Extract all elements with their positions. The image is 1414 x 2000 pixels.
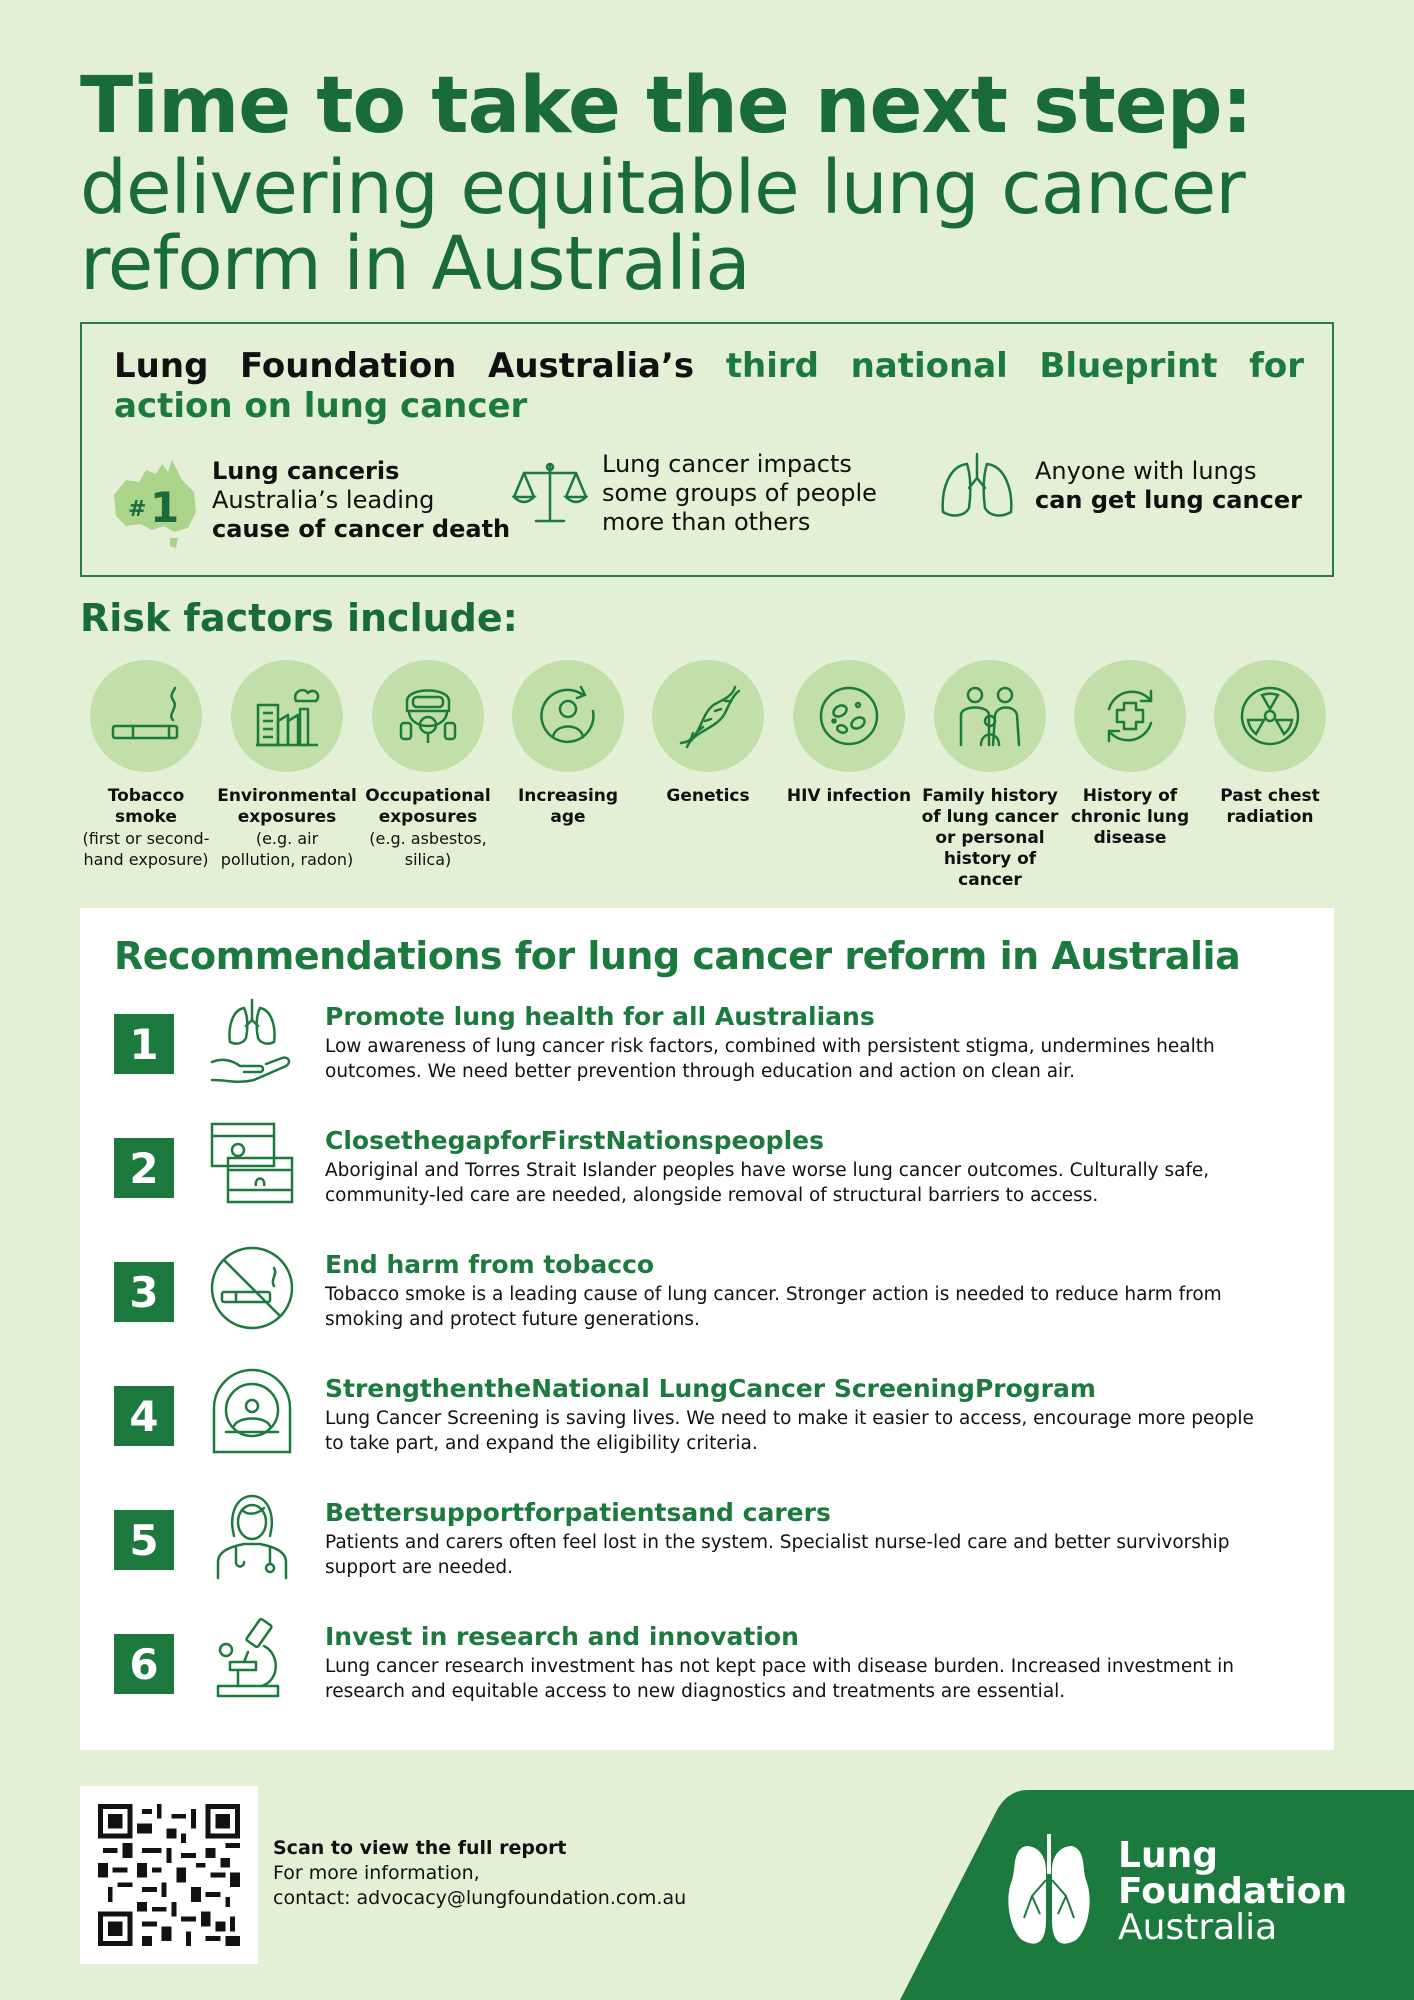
qr-code-image bbox=[98, 1804, 240, 1946]
recommendation-title: Promote lung health for all Australians bbox=[325, 1002, 875, 1031]
lungs-hand-icon bbox=[208, 996, 296, 1084]
scales-icon bbox=[512, 459, 588, 529]
risk-item-family-history: Family history of lung cancer or personal history of cancer bbox=[920, 660, 1060, 891]
contact-email[interactable]: contact: advocacy@lungfoundation.com.au bbox=[273, 1887, 687, 1909]
factory-icon bbox=[252, 681, 322, 751]
recommendation-description: Lung Cancer Screening is saving lives. We need to make it easier to access, encourage more people to take part, and expand the eligibility criteria. bbox=[325, 1408, 1254, 1454]
recommendation-number: 4 bbox=[114, 1386, 174, 1446]
recommendation-5 bbox=[114, 1492, 1314, 1602]
recommendation-title: ClosethegapforFirstNationspeoples bbox=[325, 1126, 824, 1155]
recommendation-4 bbox=[114, 1368, 1314, 1478]
page-title bbox=[80, 61, 1340, 307]
recommendation-description: Patients and carers often feel lost in the system. Specialist nurse-led care and better survivorship support are needed. bbox=[325, 1532, 1230, 1578]
scan-label: Scan to view the full report bbox=[273, 1837, 567, 1859]
gas-mask-icon bbox=[395, 681, 461, 751]
svg-text:1: 1 bbox=[150, 483, 180, 532]
recommendation-number: 1 bbox=[114, 1014, 174, 1074]
risk-heading: Risk factors include: bbox=[80, 596, 518, 640]
recommendation-3 bbox=[114, 1244, 1314, 1354]
no-smoking-icon bbox=[208, 1244, 296, 1332]
svg-text:#: # bbox=[128, 497, 147, 522]
recommendation-6 bbox=[114, 1616, 1314, 1726]
risk-item-chest-radiation: Past chest radiation bbox=[1200, 660, 1340, 828]
recommendations-panel bbox=[80, 908, 1334, 1750]
recommendation-number: 3 bbox=[114, 1262, 174, 1322]
blueprint-heading: Lung Foundation Australia’s third national Blueprint for action on lung cancer bbox=[114, 346, 1305, 426]
family-icon bbox=[953, 681, 1027, 751]
recommendation-2 bbox=[114, 1120, 1314, 1230]
flags-icon bbox=[208, 1120, 296, 1208]
risk-item-environmental: Environmental exposures (e.g. air pollution, radon) bbox=[217, 660, 357, 870]
more-info-label: For more information, bbox=[273, 1862, 480, 1884]
recommendation-number: 2 bbox=[114, 1138, 174, 1198]
cigarette-icon bbox=[109, 686, 183, 746]
qr-code[interactable] bbox=[80, 1786, 258, 1964]
microscope-icon bbox=[208, 1616, 296, 1704]
recommendation-1 bbox=[114, 996, 1314, 1106]
recommendation-description: Lung cancer research investment has not kept pace with disease burden. Increased investment in research and equitable access to new diagnostics and treatments are essential. bbox=[325, 1656, 1234, 1702]
contact-info bbox=[273, 1836, 686, 1911]
recommendations-heading: Recommendations for lung cancer reform in Australia bbox=[114, 934, 1241, 978]
risk-item-occupational: Occupational exposures (e.g. asbestos, silica) bbox=[358, 660, 498, 870]
recommendation-description: Low awareness of lung cancer risk factors, combined with persistent stigma, undermines health outcomes. We need better prevention through education and action on clean air. bbox=[325, 1036, 1215, 1082]
risk-item-tobacco: Tobacco smoke (first or second-hand exposure) bbox=[76, 660, 216, 870]
recommendation-title: Bettersupportforpatientsand carers bbox=[325, 1498, 831, 1527]
recommendation-description: Aboriginal and Torres Strait Islander peoples have worse lung cancer outcomes. Culturally safe, community-led care are needed, alongside removal of structural barriers to access. bbox=[325, 1160, 1210, 1206]
recommendation-number: 6 bbox=[114, 1634, 174, 1694]
risk-item-chronic-disease: History of chronic lung disease bbox=[1060, 660, 1200, 849]
virus-cell-icon bbox=[814, 681, 884, 751]
dna-icon bbox=[673, 681, 743, 751]
risk-item-hiv: HIV infection bbox=[779, 660, 919, 807]
aging-person-icon bbox=[533, 681, 603, 751]
fact-impacts-groups: Lung cancer impacts some groups of people more than others bbox=[512, 450, 877, 537]
ct-scanner-icon bbox=[208, 1368, 296, 1456]
recommendation-title: StrengthentheNational LungCancer ScreeningProgram bbox=[325, 1374, 1096, 1403]
recommendation-title: Invest in research and innovation bbox=[325, 1622, 799, 1651]
fact-leading-cause: # 1 Lung canceris Australia’s leading cause of cancer death bbox=[104, 450, 510, 550]
medical-cross-icon bbox=[1095, 681, 1165, 751]
title-line-1: Time to take the next step: bbox=[80, 61, 1252, 151]
blueprint-box bbox=[80, 322, 1334, 577]
recommendation-title: End harm from tobacco bbox=[325, 1250, 655, 1279]
nurse-icon bbox=[208, 1492, 296, 1580]
risk-item-genetics: Genetics bbox=[638, 660, 778, 807]
title-line-2: delivering equitable lung cancer bbox=[80, 145, 1245, 231]
fact-anyone-lungs: Anyone with lungs can get lung cancer bbox=[937, 450, 1302, 522]
radiation-icon bbox=[1235, 681, 1305, 751]
recommendation-description: Tobacco smoke is a leading cause of lung cancer. Stronger action is needed to reduce harm from smoking and protect future generations. bbox=[325, 1284, 1222, 1330]
title-line-3: reform in Australia bbox=[80, 221, 750, 307]
australia-map-icon bbox=[104, 450, 204, 550]
lungs-icon bbox=[937, 450, 1017, 522]
logo-wordmark: Lung Foundation Australia bbox=[1118, 1835, 1348, 1948]
recommendation-number: 5 bbox=[114, 1510, 174, 1570]
risk-item-age: Increasing age bbox=[498, 660, 638, 828]
